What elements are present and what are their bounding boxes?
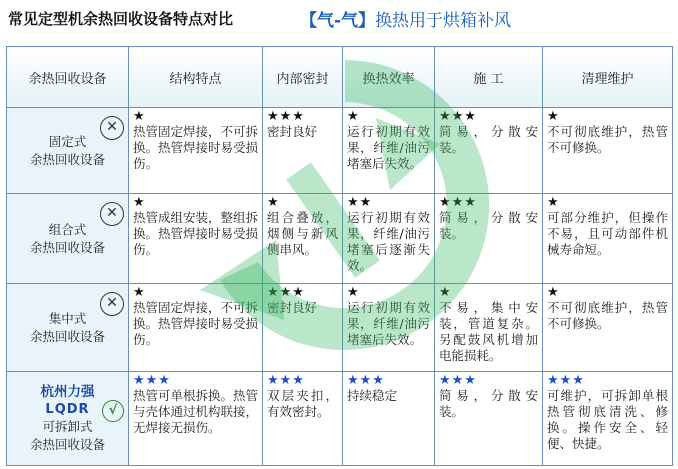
row-header-detachable	[7, 372, 129, 466]
column-header: 清理维护	[543, 47, 673, 108]
cross-mark-icon: ✕	[100, 202, 124, 226]
rating-stars: ★	[267, 195, 280, 210]
rating-stars: ★	[133, 109, 146, 124]
cell-text: 密封良好	[267, 300, 318, 315]
cell-text: 可维护，可拆卸单根热管彻底清洗、修换。操作安全、轻便、快捷。	[547, 388, 668, 451]
cross-mark-icon: ✕	[100, 116, 124, 140]
rating-stars: ★★★	[439, 373, 477, 388]
table-cell	[263, 284, 343, 372]
rating-stars: ★★★	[439, 195, 477, 210]
table-cell	[263, 108, 343, 194]
table-cell	[343, 284, 435, 372]
column-header: 施 工	[435, 47, 543, 108]
table-cell	[129, 108, 263, 194]
table-cell	[343, 108, 435, 194]
row-header-centralized	[7, 284, 129, 372]
cell-text: 简易，分散安装。	[439, 124, 538, 155]
table-row	[7, 194, 673, 284]
device-name: 余热回收设备	[29, 328, 105, 344]
table-cell	[343, 372, 435, 466]
rating-stars: ★	[347, 109, 360, 124]
cell-text: 运行初期有效果，纤维/油污堵塞后失效。	[347, 300, 430, 347]
cell-text: 简易，分散安装。	[439, 388, 538, 419]
cell-text: 运行初期有效果，纤维/油污堵塞后逐渐失效。	[347, 210, 430, 273]
page-title: 常见定型机余热回收设备特点对比	[8, 10, 234, 28]
device-type: 固定式	[48, 133, 87, 149]
table-row	[7, 108, 673, 194]
table-cell	[129, 372, 263, 466]
brand-code: LQDR	[45, 401, 90, 417]
rating-stars: ★★★	[347, 373, 385, 388]
comparison-table	[6, 46, 673, 466]
column-header: 结构特点	[129, 47, 263, 108]
rating-stars: ★★★	[439, 109, 477, 124]
cell-text: 不可彻底维护，热管不可修换。	[547, 124, 668, 155]
rating-stars: ★	[133, 285, 146, 300]
cell-text: 不易，集中安装，管道复杂。另配鼓风机增加电能损耗。	[439, 300, 538, 363]
table-cell	[543, 372, 673, 466]
cell-text: 持续稳定	[347, 388, 398, 403]
rating-stars: ★★★	[547, 373, 585, 388]
subtitle-text: 换热用于烘箱补风	[375, 11, 512, 31]
cell-text: 运行初期有效果，纤维/油污堵塞后失效。	[347, 124, 430, 171]
table-cell	[263, 194, 343, 284]
cell-text: 热管固定焊接，不可拆换。热管焊接时易受损伤。	[133, 300, 259, 347]
table-cell	[435, 284, 543, 372]
rating-stars: ★★	[347, 195, 373, 210]
device-type: 可拆卸式	[42, 418, 93, 434]
cell-text: 双层夹扣，有效密封。	[267, 388, 338, 419]
cross-mark-icon: ✕	[100, 292, 124, 316]
cell-text: 热管可单根拆换。热管与壳体通过机构联接，无焊接无损伤。	[133, 388, 259, 435]
rating-stars: ★★★	[267, 373, 305, 388]
cell-text: 不可彻底维护，热管不可修换。	[547, 300, 668, 331]
page-subtitle	[300, 6, 511, 31]
cell-text: 热管固定焊接，不可拆换。热管焊接时易受损伤。	[133, 124, 259, 171]
table-cell	[263, 372, 343, 466]
table-row	[7, 372, 673, 466]
rating-stars: ★	[133, 195, 146, 210]
row-header-combined	[7, 194, 129, 284]
device-type: 组合式	[48, 221, 87, 237]
table-cell	[543, 194, 673, 284]
cell-text: 组合叠放，烟侧与新风侧串风。	[267, 210, 338, 257]
rating-stars: ★	[347, 285, 360, 300]
table-cell	[129, 284, 263, 372]
table-header-row	[7, 47, 673, 108]
table-cell	[129, 194, 263, 284]
cell-text: 热管成组安装，整组拆换。热管焊接时易受损伤。	[133, 210, 259, 257]
rating-stars: ★	[547, 109, 560, 124]
rating-stars: ★	[439, 285, 452, 300]
page-header	[8, 6, 672, 36]
table-cell	[543, 108, 673, 194]
brand-name: 杭州力强	[40, 383, 95, 400]
table-cell	[343, 194, 435, 284]
rating-stars: ★	[547, 285, 560, 300]
table-cell	[435, 372, 543, 466]
rating-stars: ★★★	[267, 285, 305, 300]
device-name: 余热回收设备	[29, 239, 105, 255]
cell-text: 密封良好	[267, 124, 318, 139]
table-cell	[543, 284, 673, 372]
column-header: 内部密封	[263, 47, 343, 108]
cell-text: 简易，分散安装。	[439, 210, 538, 241]
table-cell	[435, 108, 543, 194]
check-mark-icon: √	[102, 400, 124, 422]
column-header: 换热效率	[343, 47, 435, 108]
rating-stars: ★	[547, 195, 560, 210]
subtitle-bracket: 【气-气】	[300, 11, 376, 31]
table-cell	[435, 194, 543, 284]
row-header-fixed	[7, 108, 129, 194]
table-row	[7, 284, 673, 372]
cell-text: 可部分维护，但操作不易，且可动部件机械寿命短。	[547, 210, 668, 257]
device-name: 余热回收设备	[29, 436, 105, 452]
rating-stars: ★★★	[133, 373, 171, 388]
device-type: 集中式	[48, 310, 87, 326]
device-name: 余热回收设备	[29, 151, 105, 167]
column-header: 余热回收设备	[7, 47, 129, 108]
rating-stars: ★★★	[267, 109, 305, 124]
